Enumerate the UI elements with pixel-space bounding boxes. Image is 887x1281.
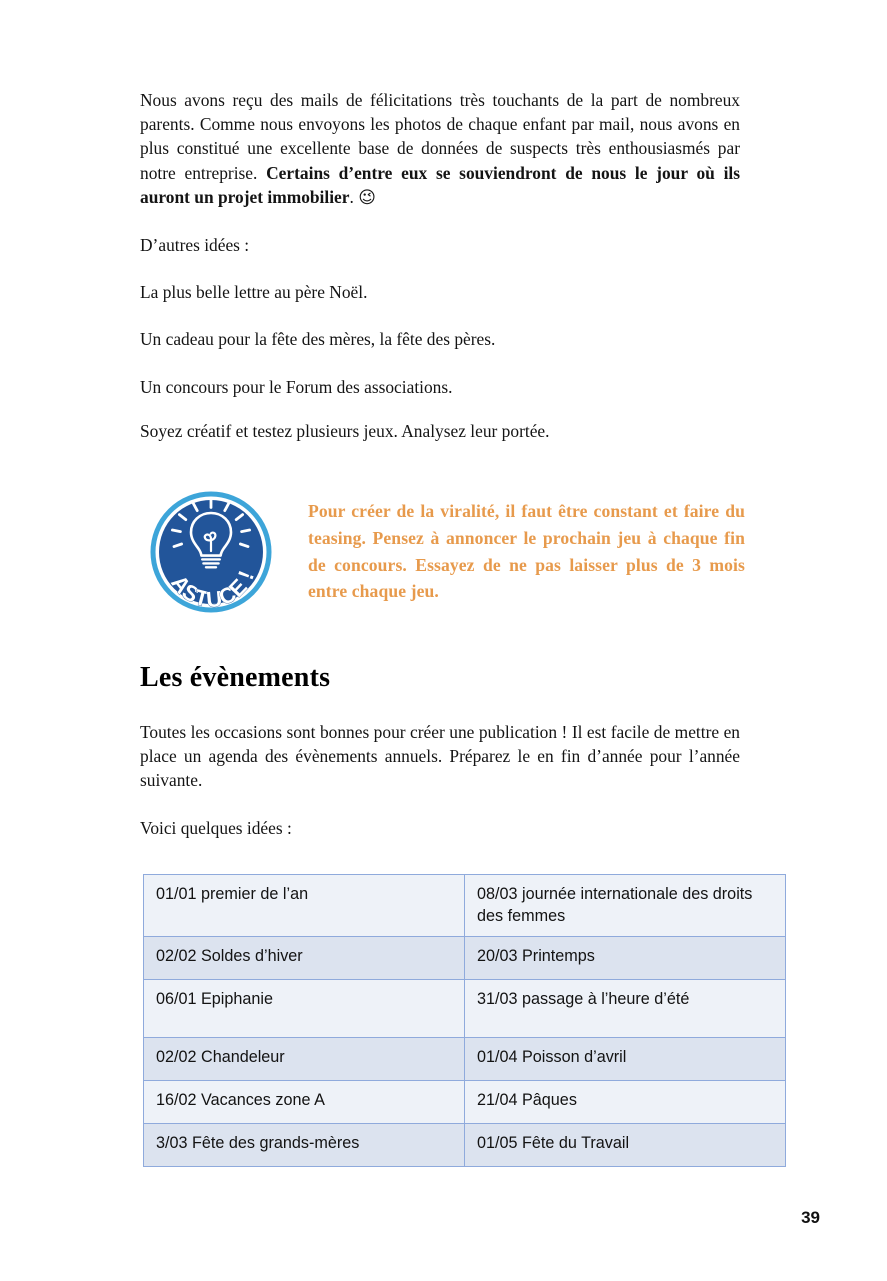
page-number: 39 [801,1208,820,1227]
table-cell-left: 06/01 Epiphanie [144,980,465,1038]
idea-item: Un concours pour le Forum des associations. [140,376,453,397]
table-row [144,1081,786,1124]
table-cell-right: 01/04 Poisson d’avril [465,1038,786,1081]
ideas-lead-in: D’autres idées : [140,235,250,256]
table-row [144,980,786,1038]
intro-paragraph-tail: . [349,186,359,207]
spacer [140,304,740,327]
astuce-badge [150,491,272,613]
idea-item: Un cadeau pour la fête des mères, la fête des pères. [140,329,496,350]
table-row [144,1124,786,1167]
table-row [144,937,786,980]
table-cell-right: 21/04 Pâques [465,1081,786,1124]
table-cell-left: 01/01 premier de l’an [144,875,465,937]
events-intro [140,720,740,840]
intro-paragraph-text: Nous avons reçu des mails de félicitations très touchants de la part de nombreux parents. Comme nous envoyons les photos de chaque enfant par mail, nous avons en plus constitué une excellente base de données de suspects très enthousiasmés par notre entreprise. [140,90,740,183]
table-cell-left: 02/02 Chandeleur [144,1038,465,1081]
section-heading: Les évènements [140,662,331,693]
spacer [140,257,740,280]
idea-item: La plus belle lettre au père Noël. [140,282,368,303]
events-table [143,874,786,1167]
table-cell-left: 02/02 Soldes d’hiver [144,937,465,980]
table-row [144,1038,786,1081]
intro-paragraph-bold: Certains d’entre eux se souviendront de nous le jour où ils auront un projet immobilier [140,162,740,207]
idea-item: Soyez créatif et testez plusieurs jeux. Analysez leur portée. [140,420,550,441]
table-cell-right: 20/03 Printemps [465,937,786,980]
spacer [140,793,740,816]
spacer [140,210,740,233]
events-lead-in: Voici quelques idées : [140,817,292,838]
events-table-body [144,875,786,1167]
table-cell-right: 01/05 Fête du Travail [465,1124,786,1167]
winking-face-icon: 😉 [358,187,376,208]
tip-callout [140,486,745,636]
astuce-badge-graphic [150,491,272,613]
tip-text: Pour créer de la viralité, il faut être constant et faire du teasing. Pensez à annoncer le prochain jeu à chaque fin de concours. Essayez de ne pas laisser plus de 3 mois entre chaque jeu. [308,501,745,602]
table-cell-left: 16/02 Vacances zone A [144,1081,465,1124]
table-row [144,875,786,937]
table-cell-right: 31/03 passage à l’heure d’été [465,980,786,1038]
table-cell-left: 3/03 Fête des grands-mères [144,1124,465,1167]
table-cell-right: 08/03 journée internationale des droits des femmes [465,875,786,937]
events-paragraph: Toutes les occasions sont bonnes pour créer une publication ! Il est facile de mettre en place un agenda des évènements annuels. Préparez le en fin d’année pour l’année suivante. [140,722,740,791]
intro-paragraph [140,88,740,210]
spacer [140,352,740,375]
astuce-badge-label: ASTUCE ! [166,566,260,613]
intro-section [140,88,740,443]
spacer [140,399,740,419]
